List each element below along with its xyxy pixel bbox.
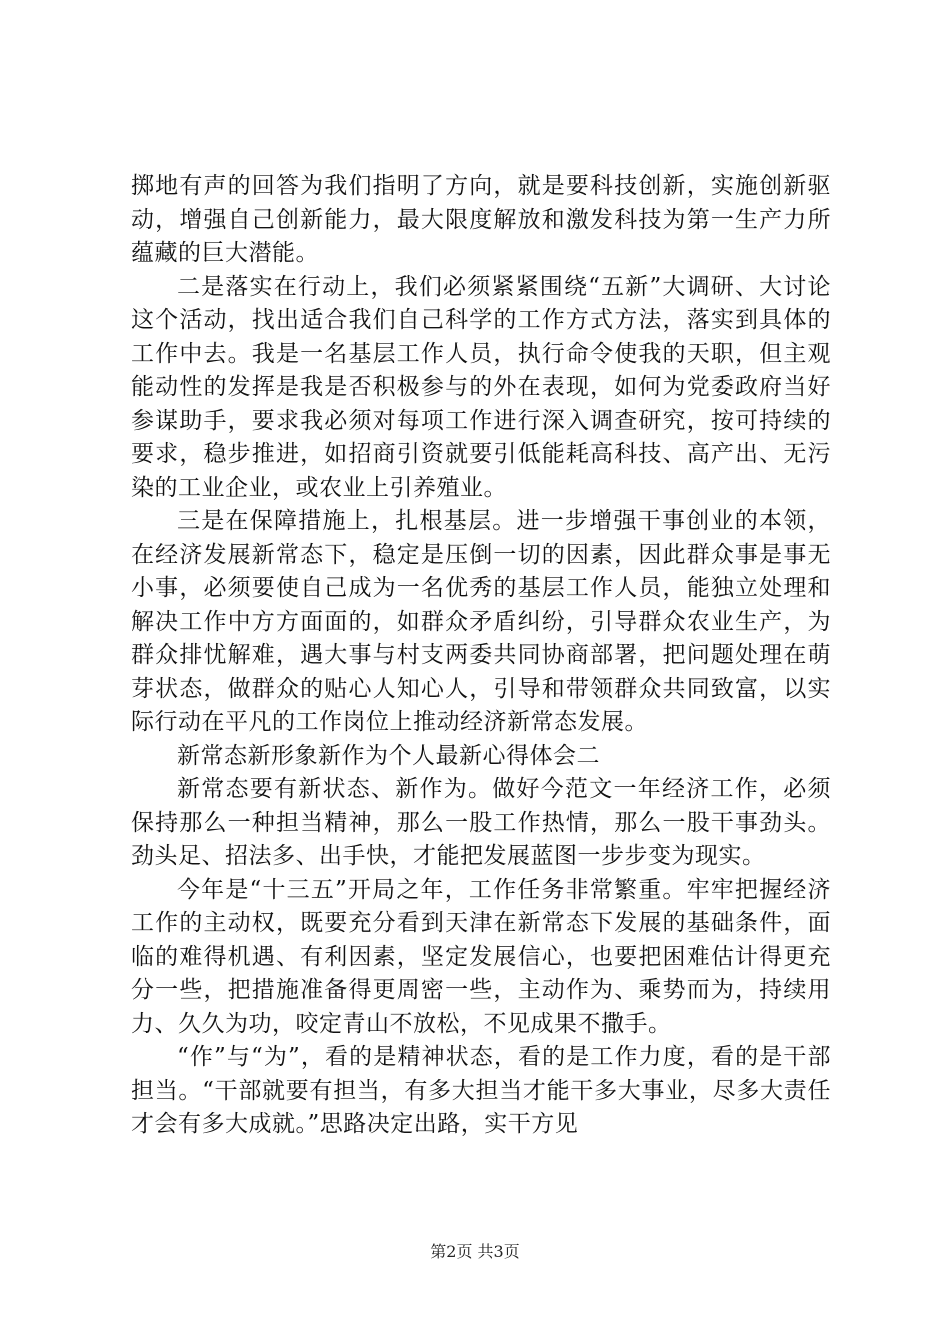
paragraph: “作”与“为”，看的是精神状态，看的是工作力度，看的是干部担当。“干部就要有担当，有多大担当才能干多大事业，尽多大责任才会有多大成就。”思路决定出路，实干方见	[131, 1044, 831, 1137]
document-body	[131, 170, 831, 1142]
paragraph: 掷地有声的回答为我们指明了方向，就是要科技创新，实施创新驱动，增强自己创新能力，最大限度解放和激发科技为第一生产力所蕴藏的巨大潜能。	[131, 173, 831, 266]
paragraph: 二是落实在行动上，我们必须紧紧围绕“五新”大调研、大讨论这个活动，找出适合我们自己科学的工作方式方法，落实到具体的工作中去。我是一名基层工作人员，执行命令使我的天职，但主观能动性的发挥是我是否积极参与的外在表现，如何为党委政府当好参谋助手，要求我必须对每项工作进行深入调查研究，按可持续的要求，稳步推进，如招商引资就要引低能耗高科技、高产出、无污染的工业企业，或农业上引养殖业。	[131, 273, 831, 501]
paragraph: 新常态要有新状态、新作为。做好今范文一年经济工作，必须保持那么一种担当精神，那么一股工作热情，那么一股干事劲头。劲头足、招法多、出手快，才能把发展蓝图一步步变为现实。	[131, 776, 831, 869]
paragraph: 三是在保障措施上，扎根基层。进一步增强干事创业的本领，在经济发展新常态下，稳定是压倒一切的因素，因此群众事是事无小事，必须要使自己成为一名优秀的基层工作人员，能独立处理和解决工作中方方面面的，如群众矛盾纠纷，引导群众农业生产，为群众排忧解难，遇大事与村支两委共同协商部署，把问题处理在萌芽状态，做群众的贴心人知心人，引导和带领群众共同致富，以实际行动在平凡的工作岗位上推动经济新常态发展。	[131, 508, 831, 735]
page-number-footer: 第2页 共3页	[430, 1242, 520, 1261]
paragraph: 今年是“十三五”开局之年，工作任务非常繁重。牢牢把握经济工作的主动权，既要充分看到天津在新常态下发展的基础条件，面临的难得机遇、有利因素，坚定发展信心，也要把困难估计得更充分一些，把措施准备得更周密一些，主动作为、乘势而为，持续用力、久久为功，咬定青山不放松，不见成果不撒手。	[131, 876, 831, 1037]
section-heading: 新常态新形象新作为个人最新心得体会二	[177, 742, 600, 769]
